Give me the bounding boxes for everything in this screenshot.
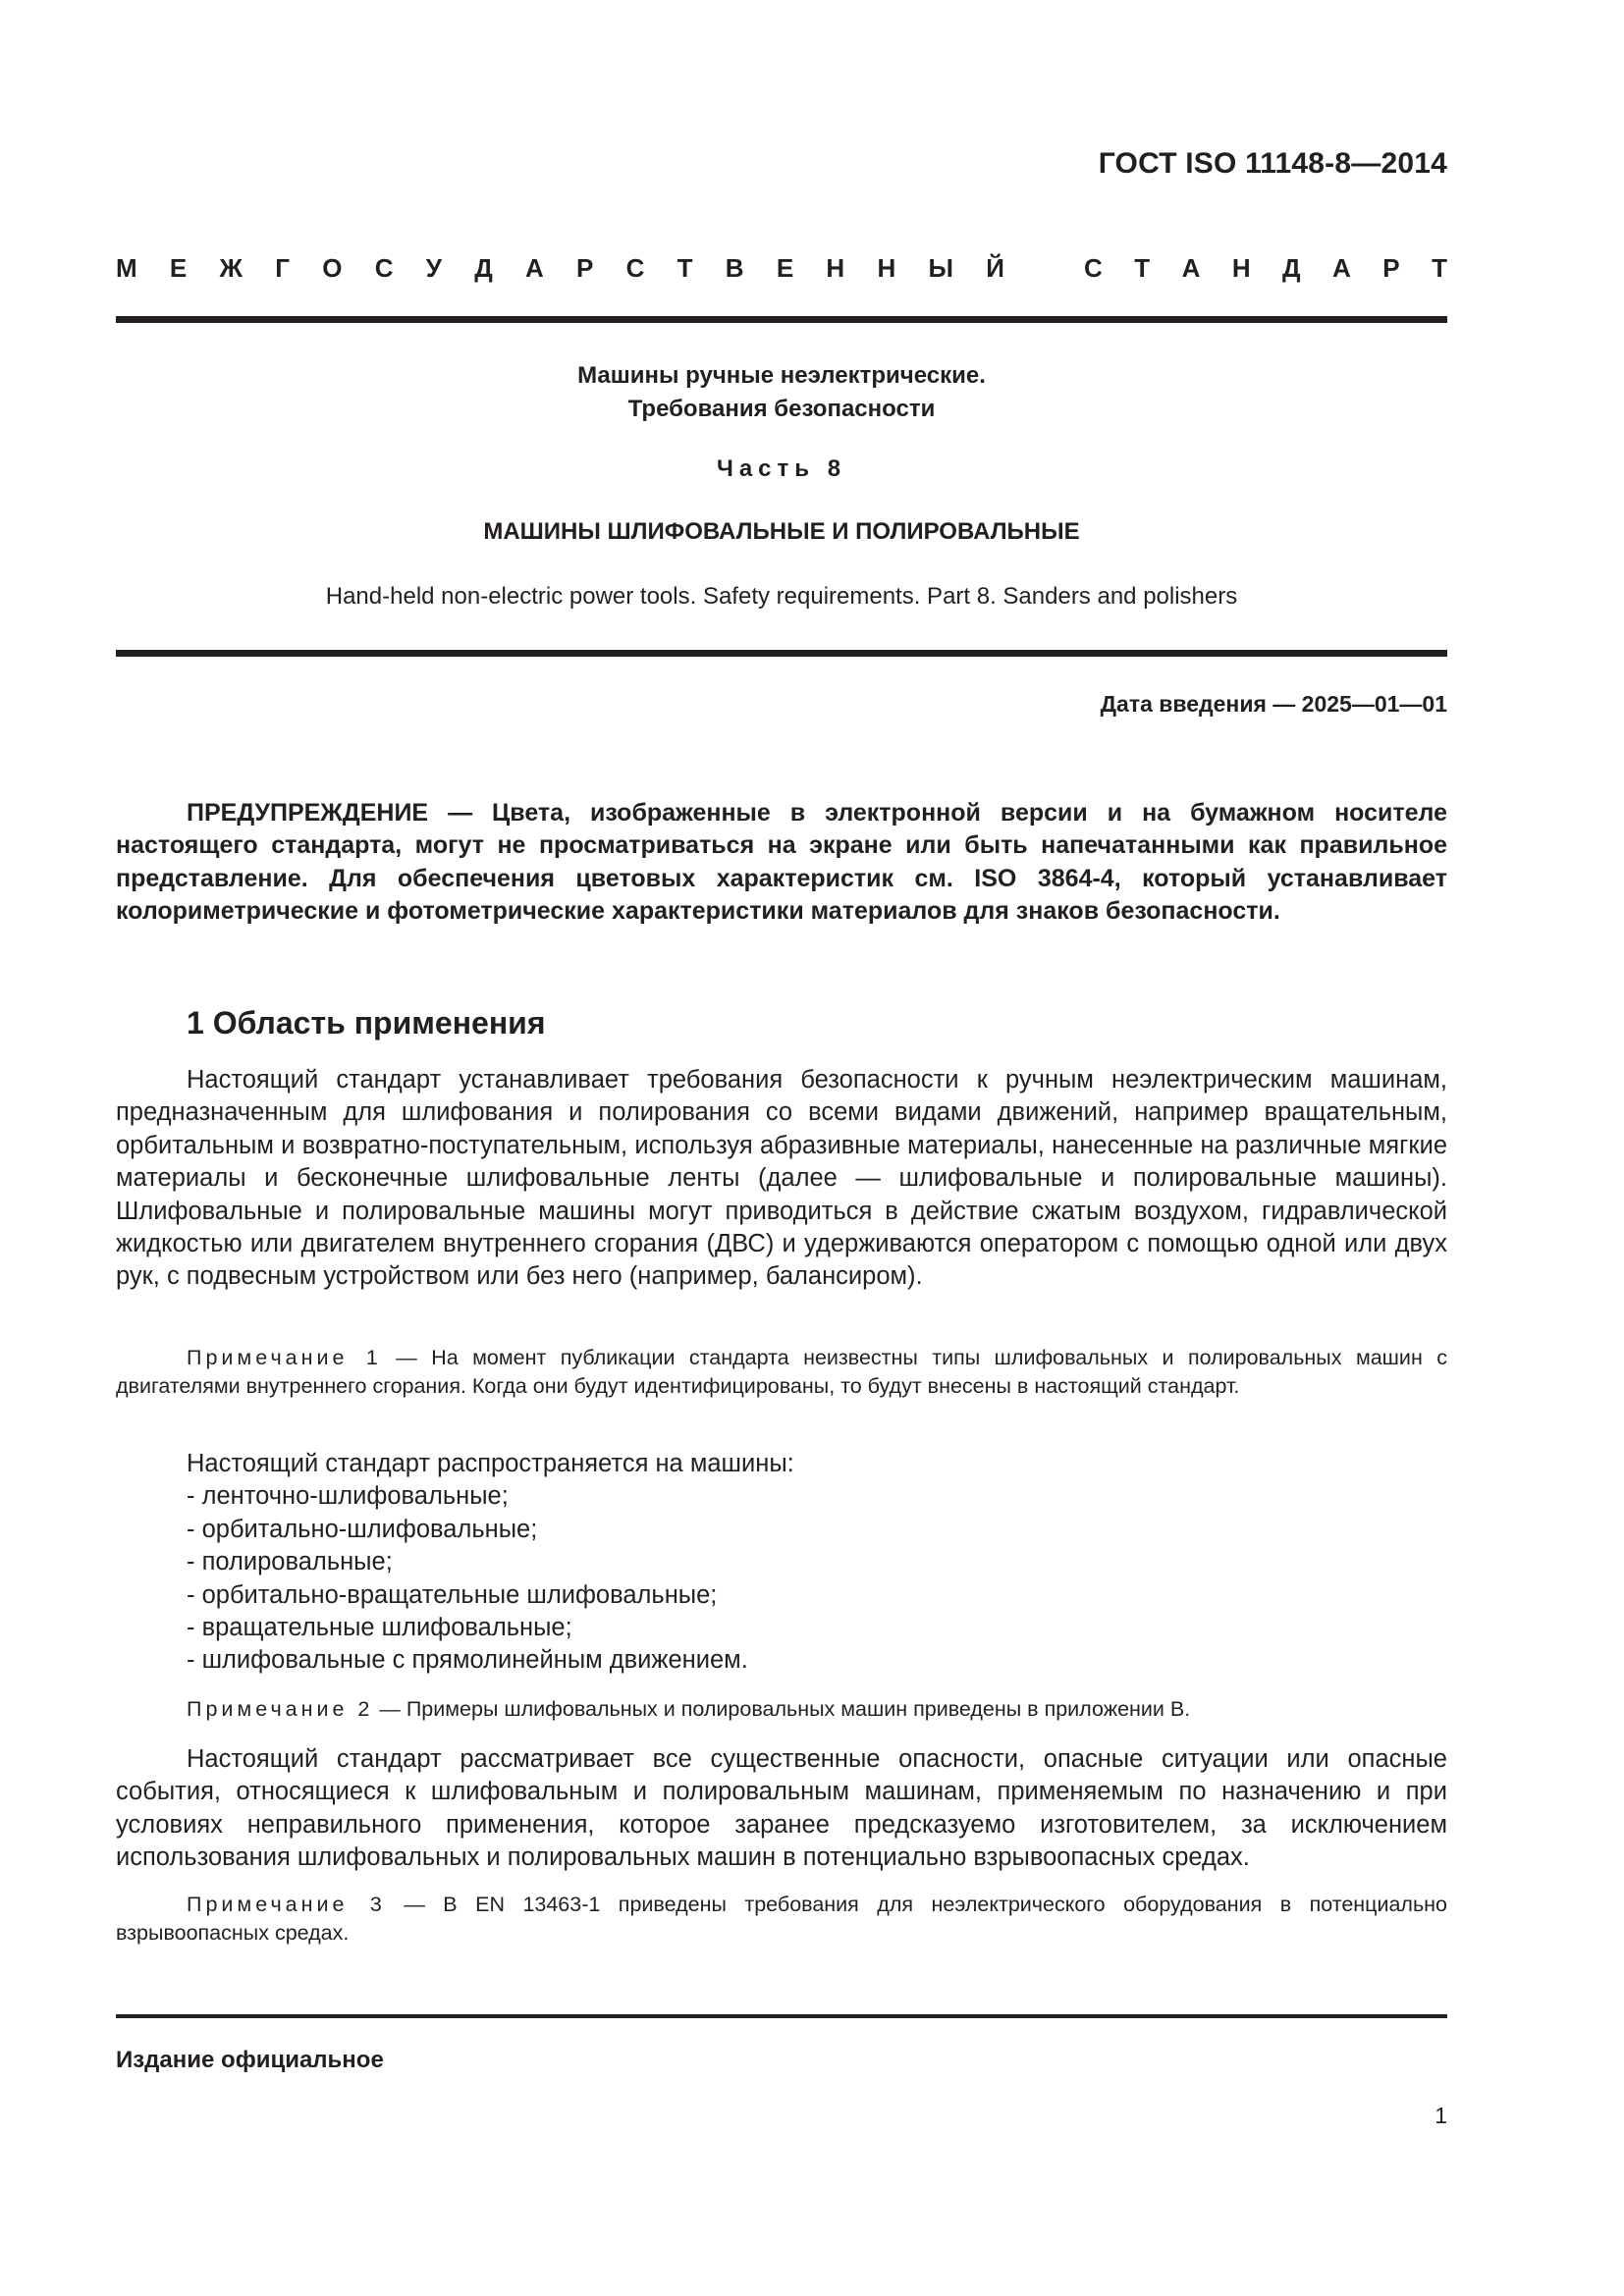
note-2 [116, 1695, 1447, 1724]
list-item: - ленточно-шлифовальные; [187, 1482, 509, 1511]
banner-letter: Д [474, 253, 493, 283]
machine-types-list [116, 1448, 1447, 1678]
banner-letter: Т [1134, 253, 1151, 283]
banner-letter: С [625, 253, 645, 283]
body-paragraph: Настоящий стандарт рассматривает все существенные опасности, опасные ситуации или опасные события, относящиеся к шлифовальным и полировальным машинам, применяемым по назначению и при условиях неправильного применения, которое заранее предсказуемо изготовителем, за исключением использования шлифовальных и полировальных машин в потенциально взрывоопасных средах. [116, 1745, 1447, 1872]
banner-letter: А [525, 253, 544, 283]
standard-designation: ГОСТ ISO 11148-8—2014 [1098, 147, 1447, 180]
document-page [116, 0, 1447, 2296]
note-label: Примечание 2 [187, 1697, 374, 1721]
title-line: Требования безопасности [627, 396, 936, 422]
banner-letter: Н [826, 253, 845, 283]
warning-paragraph: ПРЕДУПРЕЖДЕНИЕ — Цвета, изображенные в электронной версии и на бумажном носителе настоящего стандарта, могут не просматриваться на экране или быть напечатанными как правильное представление. Для обеспечения цветовых характеристик см. ISO 3864-4, который устанавливает колориметрические и фотометрические характеристики материалов для знаков безопасности. [116, 799, 1447, 926]
note-3 [116, 1891, 1447, 1948]
banner-letter: М [116, 253, 137, 283]
list [116, 1480, 1447, 1677]
page-number: 1 [1435, 2103, 1447, 2128]
header-divider [116, 316, 1447, 323]
list-item: - вращательные шлифовальные; [187, 1614, 572, 1642]
banner-letter: Р [1382, 253, 1400, 283]
part-title: МАШИНЫ ШЛИФОВАЛЬНЫЕ И ПОЛИРОВАЛЬНЫЕ [483, 518, 1080, 545]
banner-letter: С [1084, 253, 1103, 283]
banner-letter: Н [1231, 253, 1251, 283]
banner-letter: Й [986, 253, 1004, 283]
banner-letter: Т [677, 253, 693, 283]
banner-letter: А [1181, 253, 1201, 283]
note-text: — В EN 13463-1 приведены требования для неэлектрического оборудования в потенциально взрывоопасных средах. [116, 1893, 1448, 1945]
banner-letter: О [322, 253, 343, 283]
official-edition-label: Издание официальное [116, 2047, 384, 2073]
section-heading: 1 Область применения [187, 1005, 546, 1041]
banner-letter: У [425, 253, 442, 283]
banner-letter: Р [576, 253, 594, 283]
banner-letter: А [1332, 253, 1351, 283]
note-label: Примечание 3 [187, 1893, 386, 1916]
banner-letter: Н [877, 253, 896, 283]
banner-letter: Е [776, 253, 794, 283]
title-divider [116, 650, 1447, 657]
interstate-word [116, 253, 1004, 284]
interstate-standard-banner [116, 253, 1447, 284]
list-item: - орбитально-вращательные шлифовальные; [187, 1580, 718, 1609]
note-1 [116, 1344, 1447, 1401]
note-label: Примечание 1 [187, 1346, 382, 1369]
part-number: Часть 8 [716, 455, 847, 482]
banner-letter: Ж [219, 253, 244, 283]
title-line: Машины ручные неэлектрические. [577, 362, 986, 389]
banner-letter: С [374, 253, 394, 283]
body-paragraph: Настоящий стандарт устанавливает требования безопасности к ручным неэлектрическим машинам, предназначенным для шлифования и полирования со всеми видами движений, например вращательным, орбитальным и возвратно-поступательным, используя абразивные материалы, нанесенные на различные мягкие материалы и бесконечные шлифовальные ленты (далее — шлифовальные и полировальные машины). Шлифовальные и полировальные машины могут приводиться в действие сжатым воздухом, гидравлической жидкостью или двигателем внутреннего сгорания (ДВС) и удерживаются оператором с помощью одной или двух рук, с подвесным устройством или без него (например, балансиром). [116, 1066, 1447, 1291]
banner-letter: Г [275, 253, 291, 283]
section-body-part1 [116, 1064, 1447, 1294]
footer-divider [116, 2014, 1447, 2018]
document-title [116, 359, 1447, 426]
banner-letter: Ы [928, 253, 953, 283]
section-body-part2 [116, 1743, 1447, 1875]
list-item: - орбитально-шлифовальные; [187, 1515, 538, 1543]
list-item: - шлифовальные с прямолинейным движением. [187, 1646, 748, 1675]
note-text: — На момент публикации стандарта неизвестны типы шлифовальных и полировальных машин с двигателями внутреннего сгорания. Когда они будут идентифицированы, то будут внесены в настоящий стандарт. [116, 1346, 1447, 1398]
note-text: — Примеры шлифовальных и полировальных машин приведены в приложении В. [373, 1697, 1191, 1721]
banner-letter: Е [169, 253, 188, 283]
english-title: Hand-held non-electric power tools. Safety requirements. Part 8. Sanders and polishers [325, 583, 1238, 610]
list-intro: Настоящий стандарт распространяется на машины: [187, 1450, 794, 1477]
banner-letter: В [725, 253, 744, 283]
banner-letter: Д [1282, 253, 1301, 283]
introduction-date: Дата введения — 2025—01—01 [1100, 691, 1447, 717]
standard-word [1084, 253, 1447, 284]
list-item: - полировальные; [187, 1548, 393, 1576]
banner-letter: Т [1432, 253, 1447, 283]
